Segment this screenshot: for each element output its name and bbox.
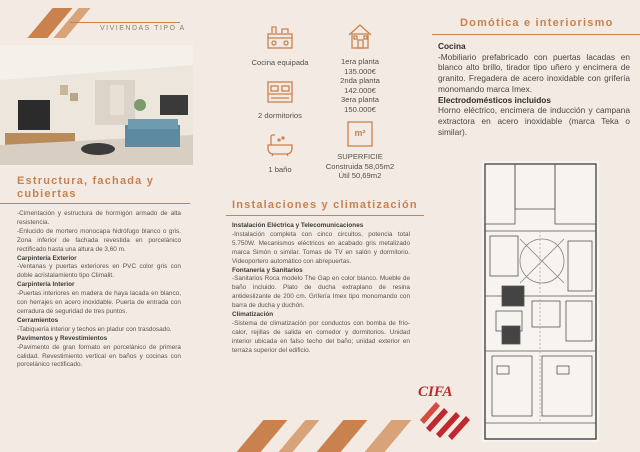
climatizacion-heading: Climatización <box>232 311 274 319</box>
house-icon <box>346 22 374 55</box>
estructura-rule <box>0 203 190 204</box>
price-floor-3-value: 150.000€ <box>344 104 376 114</box>
carp-ext-heading: Carpintería Exterior <box>17 254 77 262</box>
bathtub-icon <box>265 133 295 162</box>
instalaciones-body <box>232 222 410 356</box>
electro-text: Horno eléctrico, encimera de inducción y campana extractora en acero inoxidable (marca Teka o similar). <box>438 105 630 137</box>
bedrooms-label: 2 dormitorios <box>258 111 302 120</box>
page-title: VIVIENDAS TIPO A <box>100 25 186 32</box>
carp-int-heading: Carpintería Interior <box>17 281 75 289</box>
elec-heading: Instalación Eléctrica y Telecomunicaciones <box>232 222 364 229</box>
cocina-heading: Cocina <box>438 41 466 51</box>
carp-ext-text: -Ventanas y puertas exteriores en PVC color gris con doble acristalamiento tipo Climalit. <box>17 263 181 280</box>
surface-built: Construida 58,05m2 <box>325 161 395 171</box>
fontaneria-text: -Sanitarios Roca modelo The Gap en color blanco. Mueble de baño incluido. Plato de ducha extraplano de resina antideslizante de 200 cm. Grifería Imex tipo monomando con barra de ducha y duchón. <box>232 275 410 310</box>
carp-int-text: -Puertas interiores en madera de haya lacada en blanco, con herrajes en acero inoxidable. Puerta de entrada con cerradura de seguridad de tres puntos. <box>17 290 181 315</box>
kitchen-label: Cocina equipada <box>251 58 309 67</box>
floor-plan <box>482 161 599 442</box>
pavimentos-heading: Pavimentos y Revestimientos <box>17 334 108 342</box>
bath-label: 1 baño <box>268 165 292 174</box>
surface-title: SUPERFICIE <box>337 152 383 161</box>
footer-stripe-3 <box>317 420 368 452</box>
cerramientos-text: -Tabiquería interior y techos en pladur con trasdosado. <box>17 325 172 333</box>
footer-stripe-1 <box>237 420 288 452</box>
instalaciones-rule <box>226 215 424 216</box>
cocina-text: -Mobiliario prefabricado con puertas lacadas en blanco alto brillo, tirador tipo uñero y encimera de granito. Fregadera de acero inoxidable con grifería monomando marca Imex. <box>438 51 630 94</box>
elec-text: -Instalación completa con cinco circuitos, potencia total 5.750W. Mecanismos eléctricos en acabado gris metalizado marca Simón o similar. Tomas de TV en salón y dormitorio. Videoportero automático con abrepuertas. <box>232 230 410 265</box>
estructura-title <box>17 175 187 201</box>
estructura-title-line-2: cubiertas <box>17 188 77 200</box>
price-list <box>320 57 400 115</box>
price-floor-1-label: 1era planta <box>341 57 379 66</box>
living-room-photo <box>0 45 193 165</box>
domotica-body <box>438 41 630 137</box>
kitchen-icon <box>266 24 294 55</box>
price-floor-3-label: 3era planta <box>341 95 379 105</box>
price-floor-1-value: 135.000€ <box>344 66 376 76</box>
cifa-logo-text: CIFA <box>418 384 453 400</box>
price-floor-2-value: 142.000€ <box>344 85 376 95</box>
domotica-rule <box>432 34 640 35</box>
climatizacion-text: -Sistema de climatización por conductos con bomba de frío-calor, rejillas de salida en comedor y dormitorios. Unidad interior ubicada en falso techo del baño; unidad exterior en terraza superior del edificio. <box>232 319 410 354</box>
estructura-p2: -Enlucido de mortero monocapa hidrófugo blanco o gris. Zona inferior de fachada revestida en porcelánico rectificado hasta una altura de 3,60 m. <box>17 227 181 253</box>
pavimentos-text: -Pavimento de gran formato en porcelánico de primera calidad. Revestimiento vertical en baños y cocinas con porcelánico rectificado. <box>17 343 181 369</box>
cerramientos-heading: Cerramientos <box>17 316 59 324</box>
cifa-logo <box>416 384 474 440</box>
domotica-title: Domótica e interiorismo <box>460 17 614 29</box>
footer-stripe-2 <box>279 420 320 452</box>
estructura-title-line-1: Estructura, fachada y <box>17 175 155 187</box>
square-meter-symbol: m² <box>354 128 366 138</box>
estructura-p1: -Cimentación y estructura de hormigón armado de alta resistencia. <box>17 210 181 226</box>
bedroom-icon <box>266 80 294 109</box>
estructura-body <box>17 210 181 370</box>
electro-heading: Electrodomésticos incluidos <box>438 94 551 105</box>
fontaneria-heading: Fontanería y Sanitarios <box>232 266 303 274</box>
header-rule <box>70 22 180 23</box>
surface-useful: Útil 50,69m2 <box>338 171 382 181</box>
price-floor-2-label: 2nda planta <box>340 76 380 86</box>
instalaciones-title: Instalaciones y climatización <box>232 199 418 211</box>
surface-info <box>318 152 402 181</box>
footer-stripe-4 <box>365 420 412 452</box>
